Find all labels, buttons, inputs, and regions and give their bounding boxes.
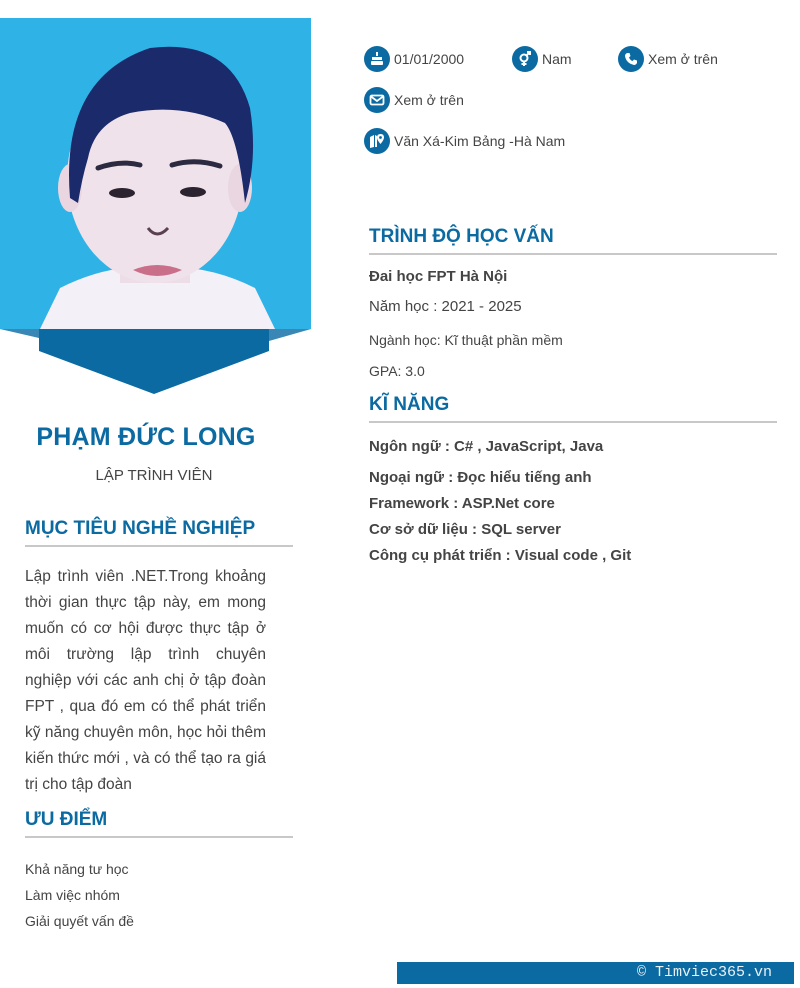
section-title-skills: KĨ NĂNG [369,394,777,423]
objective-text: Lập trình viên .NET.Trong khoảng thời gian thực tập này, em mong muốn có cơ hội được thực tập ở môi trường lập trình chuyên nghiệp với các anh chị ở tập đoàn FPT , qua đó em có thể phát triển kỹ năng chuyên môn, học hỏi thêm kiến thức mới , và có thể tạo ra giá trị cho tập đoàn [25,568,266,793]
contact-phone [618,46,718,72]
section-title-objective: MỤC TIÊU NGHỀ NGHIỆP [25,518,293,547]
portrait-illustration [0,18,311,329]
education-major: Ngành học: Kĩ thuật phần mềm [369,332,563,348]
skills-list [369,434,631,569]
contact-gender [512,46,572,72]
skill-item: Cơ sở dữ liệu : SQL server [369,521,561,538]
contact-email [364,87,464,113]
contact-value: Nam [542,51,572,67]
contact-value: Văn Xá-Kim Bảng -Hà Nam [394,133,566,149]
skill-item: Công cụ phát triển : Visual code , Git [369,547,632,564]
email-icon [364,87,390,113]
education-gpa: GPA: 3.0 [369,363,425,379]
contact-value: Xem ở trên [394,92,464,108]
contact-value: Xem ở trên [648,51,718,67]
skill-item: Ngôn ngữ : C# , JavaScript, Java [369,438,604,455]
birthday-cake-icon [364,46,390,72]
skill-item: Ngoại ngữ : Đọc hiểu tiếng anh [369,469,592,486]
education-years: Năm học : 2021 - 2025 [369,298,522,315]
list-item: Làm việc nhóm [25,887,120,903]
photo-ribbon [0,329,311,399]
map-location-icon [364,128,390,154]
section-title-education: TRÌNH ĐỘ HỌC VẤN [369,226,777,255]
candidate-job-title: LẬP TRÌNH VIÊN [95,467,213,484]
strengths-list [25,856,134,934]
profile-photo [0,18,311,329]
list-item: Giải quyết vấn đề [25,913,134,929]
contact-value: 01/01/2000 [394,51,465,67]
skill-item: Framework : ASP.Net core [369,495,555,512]
contact-birthday [364,46,464,72]
contact-address [364,128,565,154]
section-title-strengths: ƯU ĐIỂM [25,809,293,838]
footer-watermark: © Timviec365.vn [397,962,794,984]
list-item: Khả năng tư học [25,861,129,877]
candidate-name: PHẠM ĐỨC LONG [36,423,256,451]
phone-icon [618,46,644,72]
gender-icon [512,46,538,72]
education-school: Đai học FPT Hà Nội [369,268,508,285]
